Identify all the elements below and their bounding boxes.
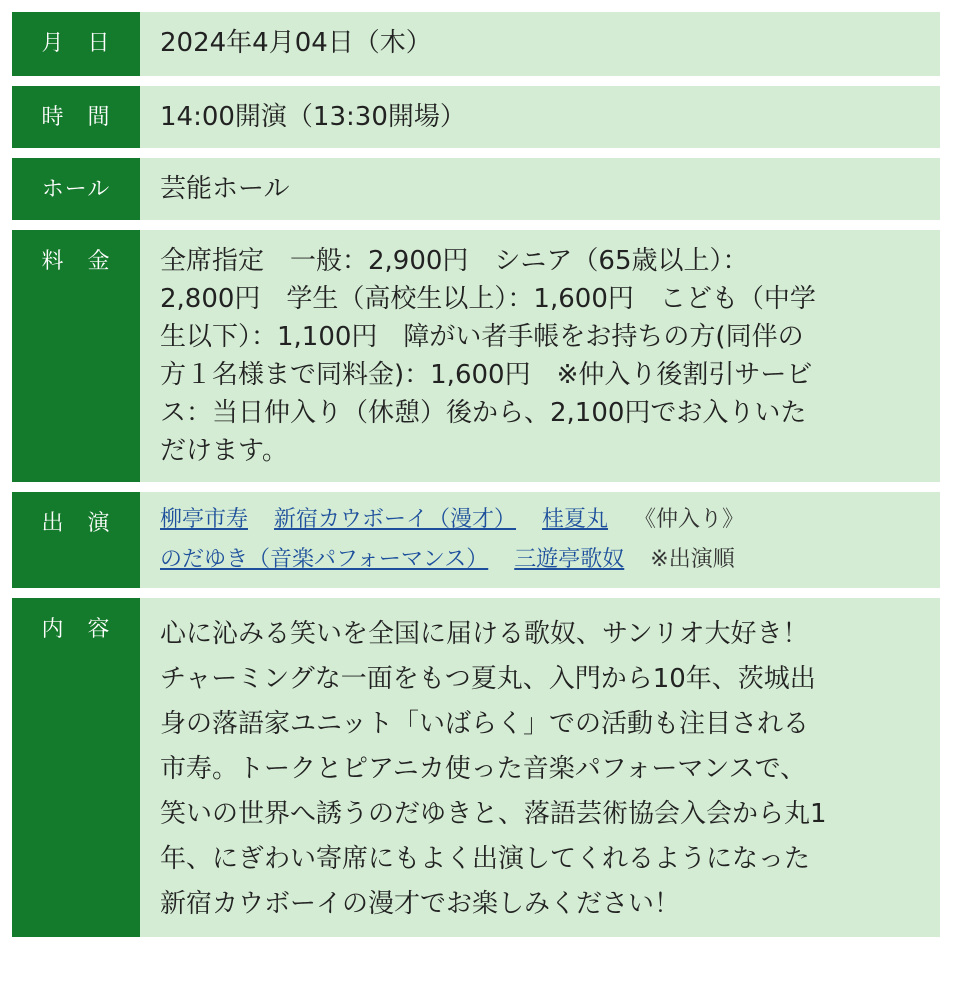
intermission-marker: 《仲入り》	[634, 507, 745, 532]
price-line: 方１名様まで同料金)：1,600円 ※仲入り後割引サービ	[160, 360, 813, 390]
time-value: 14:00開演（13:30開場）	[140, 86, 940, 148]
performer-link-nodayuki[interactable]: のだゆき（音楽パフォーマンス）	[160, 547, 489, 572]
price-line: 2,800円 学生（高校生以上）：1,600円 こども（中学	[160, 284, 816, 314]
time-label: 時 間	[12, 86, 140, 148]
performer-link-shinjuku-cowboy[interactable]: 新宿カウボーイ（漫才）	[274, 507, 517, 532]
row-time	[12, 86, 940, 148]
content-value	[140, 598, 940, 937]
row-price	[12, 230, 940, 482]
cast-value	[140, 492, 940, 588]
price-line: ス：当日仲入り（休憩）後から、2,100円でお入りいた	[160, 398, 807, 428]
performer-link-natsumaru[interactable]: 桂夏丸	[542, 507, 609, 532]
row-cast	[12, 492, 940, 588]
hall-value: 芸能ホール	[140, 158, 940, 220]
performer-link-ichiju[interactable]: 柳亭市寿	[160, 507, 249, 532]
content-line: 心に沁みる笑いを全国に届ける歌奴、サンリオ大好き！	[160, 619, 809, 649]
content-line: チャーミングな一面をもつ夏丸、入門から10年、茨城出	[160, 664, 816, 694]
cast-label: 出 演	[12, 492, 140, 588]
row-content	[12, 598, 940, 937]
price-value	[140, 230, 940, 482]
content-line: 市寿。トークとピアニカ使った音楽パフォーマンスで、	[160, 754, 807, 784]
content-line: 新宿カウボーイの漫才でお楽しみください！	[160, 889, 681, 919]
price-line: 生以下）：1,100円 障がい者手帳をお持ちの方(同伴の	[160, 322, 804, 352]
content-line: 身の落語家ユニット「いばらく」での活動も注目される	[160, 709, 809, 739]
price-label: 料 金	[12, 230, 140, 482]
date-label: 月 日	[12, 12, 140, 76]
content-line: 笑いの世界へ誘うのだゆきと、落語芸術協会入会から丸1	[160, 799, 827, 829]
performer-link-utayakko[interactable]: 三遊亭歌奴	[514, 547, 625, 572]
price-line: 全席指定 一般：2,900円 シニア（65歳以上）：	[160, 246, 749, 276]
order-note: ※出演順	[650, 547, 735, 572]
price-line: だけます。	[160, 436, 288, 466]
row-hall	[12, 158, 940, 220]
hall-label: ホール	[12, 158, 140, 220]
content-label: 内 容	[12, 598, 140, 937]
event-info-table	[12, 12, 940, 947]
content-line: 年、にぎわい寄席にもよく出演してくれるようになった	[160, 844, 811, 874]
row-date	[12, 12, 940, 76]
cast-line-2	[160, 540, 922, 580]
cast-line-1	[160, 500, 922, 540]
date-value: 2024年4月04日（木）	[140, 12, 940, 76]
